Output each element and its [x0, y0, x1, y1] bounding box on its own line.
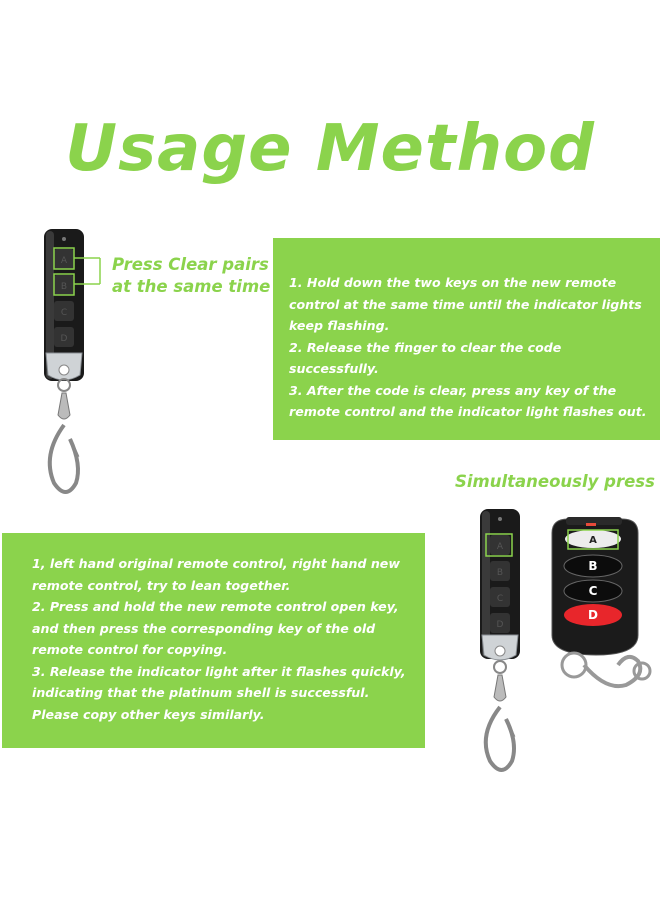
page-title: Usage Method	[65, 112, 595, 186]
remote-key-label: C	[60, 308, 68, 318]
caption-line: Press Clear pairs	[112, 255, 269, 274]
remote-small-bottom	[470, 505, 540, 780]
remote-key-label: C	[496, 594, 504, 604]
remote-large	[546, 515, 656, 705]
remote-key-label: B	[60, 282, 68, 292]
clear-pairs-caption	[112, 254, 272, 298]
instruction-line: remote control for copying.	[32, 642, 228, 657]
instruction-line: 2. Release the finger to clear the code successfully.	[289, 339, 562, 376]
step-two-instructions	[2, 533, 425, 748]
remote-key-label: C	[588, 584, 598, 598]
remote-key-label: D	[496, 620, 504, 630]
instruction-line: indicating that the platinum shell is successful.	[32, 685, 370, 700]
instruction-line: 1, left hand original remote control, right hand new	[32, 556, 400, 571]
remote-key-label: B	[588, 559, 598, 573]
remote-key-label: D	[60, 334, 68, 344]
remote-key-label: B	[496, 568, 504, 578]
instruction-line: 3. Release the indicator light after it flashes quickly,	[32, 663, 406, 679]
instruction-line: 1. Hold down the two keys on the new remote	[289, 275, 617, 290]
simultaneously-press-caption: Simultaneously press	[455, 472, 655, 491]
instruction-line: Please copy other keys similarly.	[32, 706, 265, 722]
remote-key-label: A	[589, 535, 597, 546]
step-one-instructions	[273, 238, 660, 440]
instruction-line: remote control, try to lean together.	[32, 577, 291, 593]
instruction-line: remote control and the indicator light flashes out.	[289, 404, 647, 419]
remote-key-label: D	[588, 608, 598, 622]
instruction-line: control at the same time until the indicator lights	[289, 296, 642, 312]
instruction-line: and then press the corresponding key of the old	[32, 620, 376, 636]
caption-line: at the same time	[112, 277, 271, 296]
instruction-line: keep flashing.	[289, 318, 390, 333]
remote-key-label: A	[60, 256, 68, 266]
instruction-line: 3. After the code is clear, press any key of the	[289, 382, 617, 398]
instruction-line: 2. Press and hold the new remote control open key,	[32, 599, 399, 614]
remote-key-label: A	[496, 542, 504, 552]
